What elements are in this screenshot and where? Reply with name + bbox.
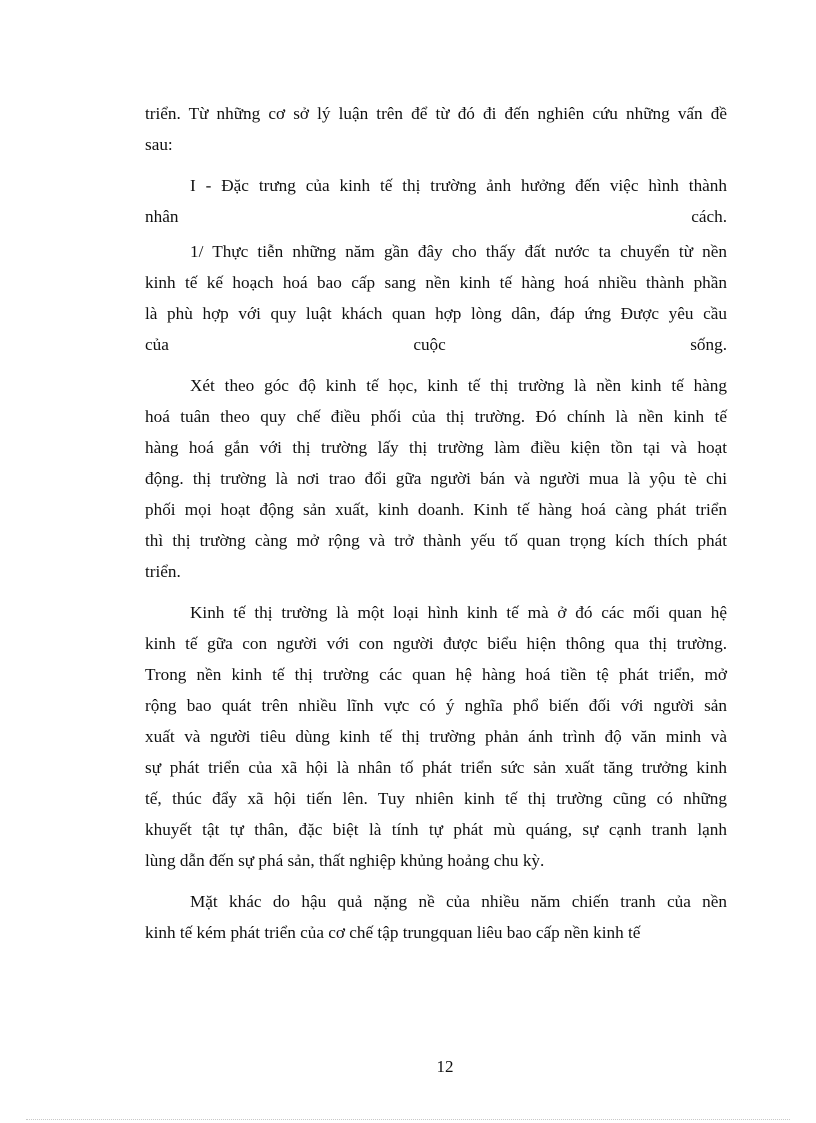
heading-word: cách. — [691, 207, 727, 226]
paragraph-line: sau: — [145, 135, 173, 154]
paragraph-line: 1/ Thực tiễn những năm gần đây cho thấy đất nước ta chuyển từ nền — [190, 242, 727, 261]
paragraph-line: Xét theo góc độ kinh tế học, kinh tế thị trường là nền kinh tế hàng — [190, 376, 727, 395]
spread-word: cuộc — [413, 335, 446, 354]
paragraph-line: hàng hoá gắn với thị trường lấy thị trường làm điều kiện tồn tại và hoạt — [145, 438, 727, 457]
paragraph-line: triển. — [145, 562, 181, 581]
section-heading: I - Đặc trưng của kinh tế thị trường ảnh hưởng đến việc hình thành — [190, 176, 727, 195]
page-bottom-rule — [26, 1119, 790, 1120]
page-number: 12 — [436, 1057, 454, 1076]
spread-word: của — [145, 335, 169, 354]
spread-word: sống. — [690, 335, 727, 354]
paragraph-line: thì thị trường càng mở rộng và trở thành yếu tố quan trọng kích thích phát — [145, 531, 727, 550]
paragraph-line: phối mọi hoạt động sản xuất, kinh doanh. Kinh tế hàng hoá càng phát triển — [145, 500, 727, 519]
paragraph-line: là phù hợp với quy luật khách quan hợp lòng dân, đáp ứng Được yêu cầu — [145, 304, 727, 323]
paragraph-line: kinh tế kém phát triển của cơ chế tập trungquan liêu bao cấp nền kinh tế — [145, 923, 641, 942]
paragraph-line: rộng bao quát trên nhiều lĩnh vực có ý nghĩa phổ biến đối với người sản — [145, 696, 727, 715]
paragraph-line: kinh tế kế hoạch hoá bao cấp sang nền kinh tế hàng hoá nhiều thành phần — [145, 273, 727, 292]
paragraph-line: triển. Từ những cơ sở lý luận trên để từ đó đi đến nghiên cứu những vấn đề — [145, 104, 727, 123]
heading-word: nhân — [145, 207, 179, 226]
paragraph-line: lùng dẫn đến sự phá sản, thất nghiệp khủng hoảng chu kỳ. — [145, 851, 545, 870]
paragraph-line: hoá tuân theo quy chế điều phối của thị trường. Đó chính là nền kinh tế — [145, 407, 727, 426]
paragraph-line: Kinh tế thị trường là một loại hình kinh tế mà ở đó các mối quan hệ — [190, 603, 727, 622]
section-heading-continuation — [145, 201, 727, 232]
paragraph-line: động. thị trường là nơi trao đổi gữa người bán và người mua là yộu tè chi — [145, 469, 727, 488]
paragraph-line: Mặt khác do hậu quả nặng nề của nhiều năm chiến tranh của nền — [190, 892, 727, 911]
body-text — [145, 98, 727, 948]
paragraph-line: kinh tế gữa con người với con người được biểu hiện thông qua thị trường. — [145, 634, 727, 653]
paragraph-line: sự phát triển của xã hội là nhân tố phát triển sức sản xuất tăng trưởng kinh — [145, 758, 727, 777]
paragraph-line: xuất và người tiêu dùng kinh tế thị trường phản ánh trình độ văn minh và — [145, 727, 727, 746]
paragraph-line: Trong nền kinh tế thị trường các quan hệ hàng hoá tiền tệ phát triển, mở — [145, 665, 727, 684]
paragraph-line: tế, thúc đẩy xã hội tiến lên. Tuy nhiên kinh tế thị trường cũng có những — [145, 789, 727, 808]
paragraph-line: khuyết tật tự thân, đặc biệt là tính tự phát mù quáng, sự cạnh tranh lạnh — [145, 820, 727, 839]
paragraph-line — [145, 329, 727, 360]
